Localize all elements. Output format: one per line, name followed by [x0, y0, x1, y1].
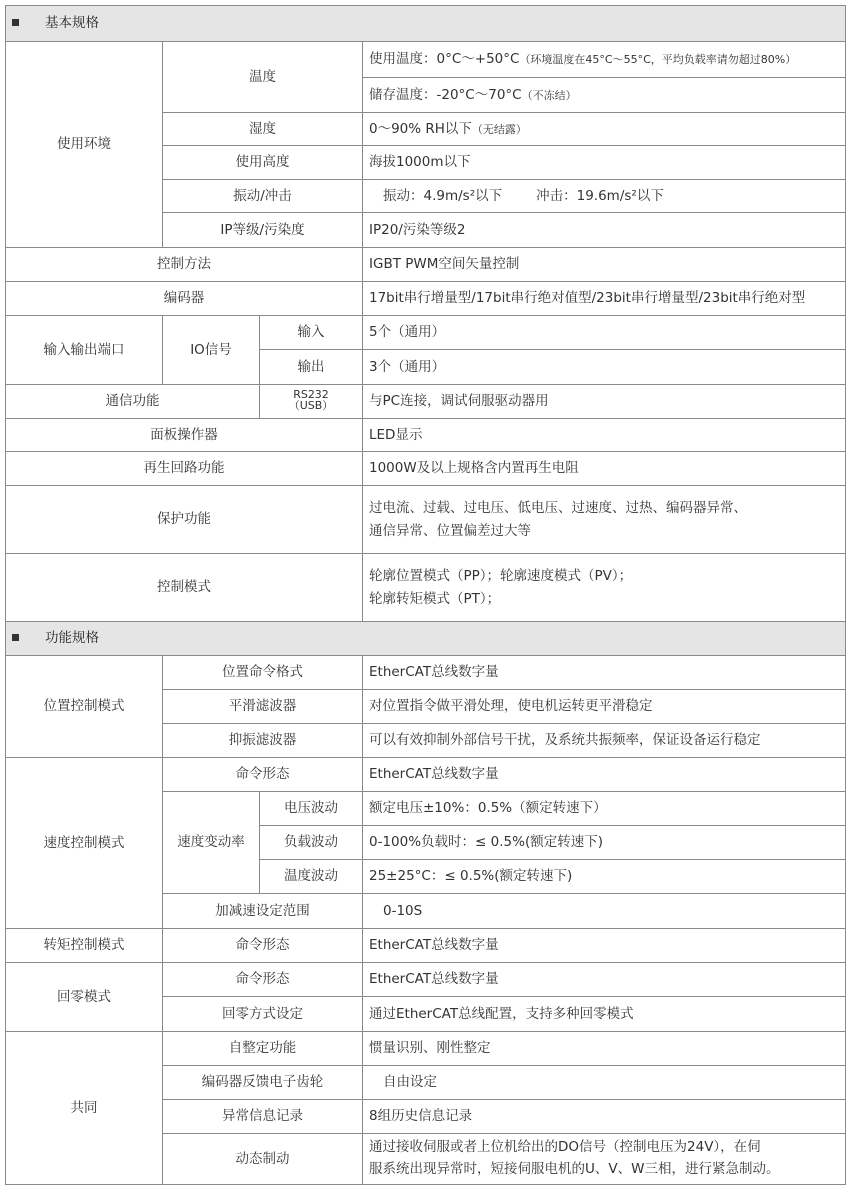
load-value: 0-100%负载时：≤ 0.5%(额定转速下) — [363, 826, 846, 860]
tune-label: 自整定功能 — [163, 1032, 363, 1066]
vibration-main: 振动：4.9m/s²以下 — [383, 187, 503, 204]
homing-cmd-value: EtherCAT总线数字量 — [363, 963, 846, 997]
temp-fluct-value: 25±25°C：≤ 0.5%(额定转速下) — [363, 860, 846, 894]
regen-label: 再生回路功能 — [6, 452, 363, 486]
homing-label: 回零模式 — [6, 963, 163, 1032]
table-row — [6, 419, 846, 452]
gear-label: 编码器反馈电子齿轮 — [163, 1066, 363, 1100]
accel-value: 0-10S — [363, 894, 846, 929]
spec-table — [5, 5, 846, 1185]
protect-value — [363, 486, 846, 554]
temp-fluct-label: 温度波动 — [260, 860, 363, 894]
position-label: 位置控制模式 — [6, 656, 163, 758]
table-row — [6, 963, 846, 997]
humidity-label: 湿度 — [163, 113, 363, 146]
altitude-label: 使用高度 — [163, 146, 363, 180]
torque-cmd-label: 命令形态 — [163, 929, 363, 963]
mode-label: 控制模式 — [6, 554, 363, 622]
vib-filter-value: 可以有效抑制外部信号干扰，及系统共振频率，保证设备运行稳定 — [363, 724, 846, 758]
accel-label: 加减速设定范围 — [163, 894, 363, 929]
table-row — [6, 929, 846, 963]
homing-method-label: 回零方式设定 — [163, 997, 363, 1032]
table-row — [6, 282, 846, 316]
temp-label: 温度 — [163, 42, 363, 113]
mode-value — [363, 554, 846, 622]
panel-label: 面板操作器 — [6, 419, 363, 452]
speed-label: 速度控制模式 — [6, 758, 163, 929]
brake-label: 动态制动 — [163, 1134, 363, 1185]
gear-value: 自由设定 — [363, 1066, 846, 1100]
temp-store-note: （不冻结） — [521, 88, 577, 102]
comm-port-line1: RS232 — [293, 387, 329, 401]
vib-filter-label: 抑振滤波器 — [163, 724, 363, 758]
protect-line2: 通信异常、位置偏差过大等 — [369, 522, 531, 539]
smooth-value: 对位置指令做平滑处理，使电机运转更平滑稳定 — [363, 690, 846, 724]
encoder-label: 编码器 — [6, 282, 363, 316]
temp-store-main: 储存温度：-20°C～70°C — [369, 86, 522, 103]
table-row — [6, 248, 846, 282]
table-row — [6, 758, 846, 792]
section-header-function — [6, 622, 846, 656]
log-value: 8组历史信息记录 — [363, 1100, 846, 1134]
humidity-main: 0～90% RH以下 — [369, 120, 472, 137]
comm-port — [260, 385, 363, 419]
voltage-label: 电压波动 — [260, 792, 363, 826]
panel-value: LED显示 — [363, 419, 846, 452]
table-row — [6, 452, 846, 486]
protect-line1: 过电流、过载、过电压、低电压、过速度、过热、编码器异常、 — [369, 499, 747, 516]
voltage-value: 额定电压±10%：0.5%（额定转速下） — [363, 792, 846, 826]
comm-label: 通信功能 — [6, 385, 260, 419]
section-title: 功能规格 — [45, 630, 99, 647]
torque-cmd-value: EtherCAT总线数字量 — [363, 929, 846, 963]
mode-line1: 轮廓位置模式（PP）；轮廓速度模式（PV）； — [369, 567, 633, 584]
table-row — [6, 42, 846, 78]
shock-value: 冲击：19.6m/s²以下 — [536, 187, 664, 204]
brake-value — [363, 1134, 846, 1185]
tune-value: 惯量识别、刚性整定 — [363, 1032, 846, 1066]
temp-store-value — [363, 78, 846, 113]
humidity-value — [363, 113, 846, 146]
common-label: 共同 — [6, 1032, 163, 1185]
control-method-value: IGBT PWM空间矢量控制 — [363, 248, 846, 282]
speed-cmd-value: EtherCAT总线数字量 — [363, 758, 846, 792]
homing-method-value: 通过EtherCAT总线配置，支持多种回零模式 — [363, 997, 846, 1032]
table-row — [6, 1032, 846, 1066]
brake-line2: 服系统出现异常时，短接伺服电机的U、V、W三相，进行紧急制动。 — [369, 1161, 780, 1177]
table-row — [6, 656, 846, 690]
vibration-value — [363, 180, 846, 213]
speed-rate-label: 速度变动率 — [163, 792, 260, 894]
homing-cmd-label: 命令形态 — [163, 963, 363, 997]
protect-label: 保护功能 — [6, 486, 363, 554]
table-row — [6, 554, 846, 622]
table-row — [6, 486, 846, 554]
section-bullet-icon — [12, 634, 19, 641]
section-title: 基本规格 — [45, 15, 99, 32]
table-row — [6, 316, 846, 350]
io-sub-label: IO信号 — [163, 316, 260, 385]
encoder-value: 17bit串行增量型/17bit串行绝对值型/23bit串行增量型/23bit串行绝对型 — [363, 282, 846, 316]
humidity-note: （无结露） — [471, 122, 527, 136]
comm-port-line2: （USB） — [288, 399, 334, 413]
temp-use-main: 使用温度：0°C～+50°C — [369, 51, 520, 68]
comm-value: 与PC连接，调试伺服驱动器用 — [363, 385, 846, 419]
vibration-label: 振动/冲击 — [163, 180, 363, 213]
position-cmd-label: 位置命令格式 — [163, 656, 363, 690]
regen-value: 1000W及以上规格含内置再生电阻 — [363, 452, 846, 486]
section-header-basic — [6, 6, 846, 42]
env-label: 使用环境 — [6, 42, 163, 248]
altitude-value: 海拔1000m以下 — [363, 146, 846, 180]
ip-value: IP20/污染等级2 — [363, 213, 846, 248]
io-label: 输入输出端口 — [6, 316, 163, 385]
section-bullet-icon — [12, 19, 19, 26]
io-output-value: 3个（通用） — [363, 350, 846, 385]
log-label: 异常信息记录 — [163, 1100, 363, 1134]
mode-line2: 轮廓转矩模式（PT）； — [369, 590, 501, 607]
ip-label: IP等级/污染度 — [163, 213, 363, 248]
io-input-label: 输入 — [260, 316, 363, 350]
torque-label: 转矩控制模式 — [6, 929, 163, 963]
io-input-value: 5个（通用） — [363, 316, 846, 350]
table-row — [6, 385, 846, 419]
temp-use-note: （环境温度在45°C～55°C，平均负载率请勿超过80%） — [519, 53, 797, 67]
brake-line1: 通过接收伺服或者上位机给出的DO信号（控制电压为24V），在伺 — [369, 1139, 761, 1156]
io-output-label: 输出 — [260, 350, 363, 385]
speed-cmd-label: 命令形态 — [163, 758, 363, 792]
load-label: 负载波动 — [260, 826, 363, 860]
position-cmd-value: EtherCAT总线数字量 — [363, 656, 846, 690]
smooth-label: 平滑滤波器 — [163, 690, 363, 724]
temp-use-value — [363, 42, 846, 78]
control-method-label: 控制方法 — [6, 248, 363, 282]
